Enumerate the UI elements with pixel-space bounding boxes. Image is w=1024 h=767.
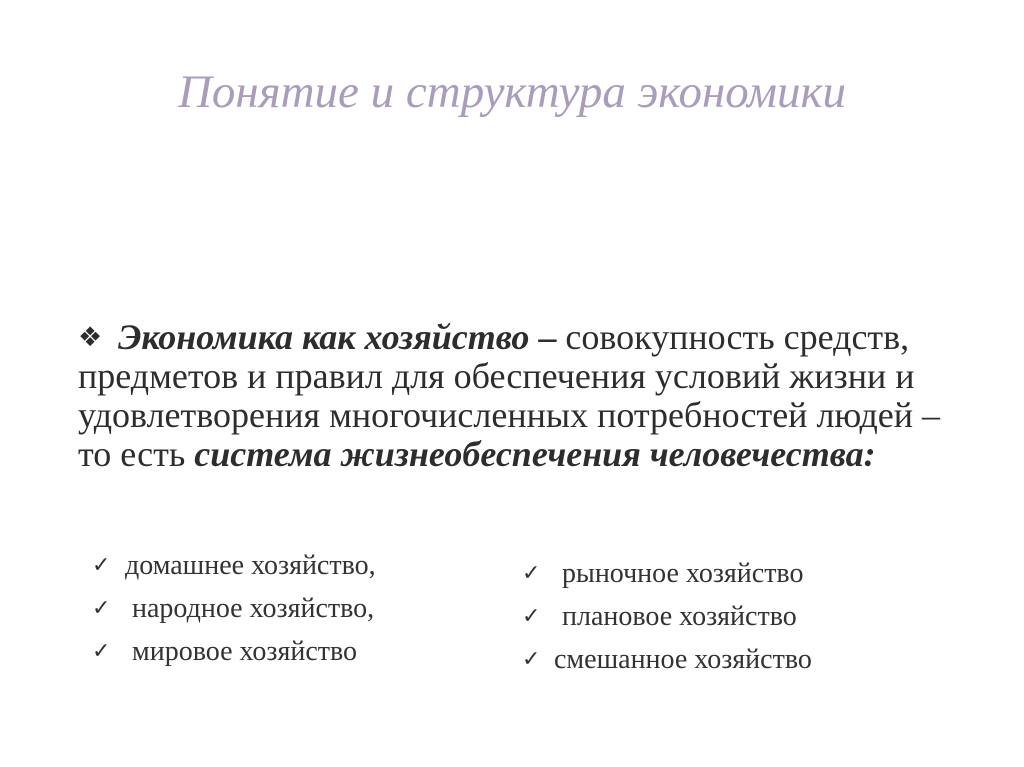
list-item [522, 599, 812, 642]
list-item-label: смешанное хозяйство [554, 644, 812, 675]
definition-colon: : [863, 434, 876, 474]
check-icon: ✓ [92, 553, 111, 578]
check-icon: ✓ [92, 639, 111, 664]
slide-title: Понятие и структура экономики [177, 66, 846, 118]
list-item-label: народное хозяйство, [132, 593, 375, 624]
list-item [92, 548, 376, 591]
list-item-label: рыночное хозяйство [562, 558, 804, 589]
definition-term: Экономика как хозяйство [118, 317, 530, 357]
list-item [92, 634, 376, 677]
diamond-cluster-icon: ❖ [78, 322, 103, 353]
check-icon: ✓ [522, 561, 541, 586]
list-item-label: плановое хозяйство [562, 601, 797, 632]
right-economy-types-list [522, 556, 812, 685]
list-item [92, 591, 376, 634]
left-economy-types-list [92, 548, 376, 677]
definition-paragraph [78, 318, 978, 474]
check-icon: ✓ [522, 604, 541, 629]
definition-conclusion: система жизнеобеспечения человечества [194, 434, 864, 474]
check-icon: ✓ [522, 647, 541, 672]
list-item [522, 556, 812, 599]
list-item-label: домашнее хозяйство, [125, 550, 376, 581]
check-icon: ✓ [92, 596, 111, 621]
definition-body: совокупность средств, предметов и правил для обеспечения условий жизни и удовлетворения многочисленных потребностей людей – то есть [78, 317, 941, 474]
list-item [522, 642, 812, 685]
list-item-label: мировое хозяйство [132, 636, 358, 667]
definition-dash: – [529, 317, 566, 357]
